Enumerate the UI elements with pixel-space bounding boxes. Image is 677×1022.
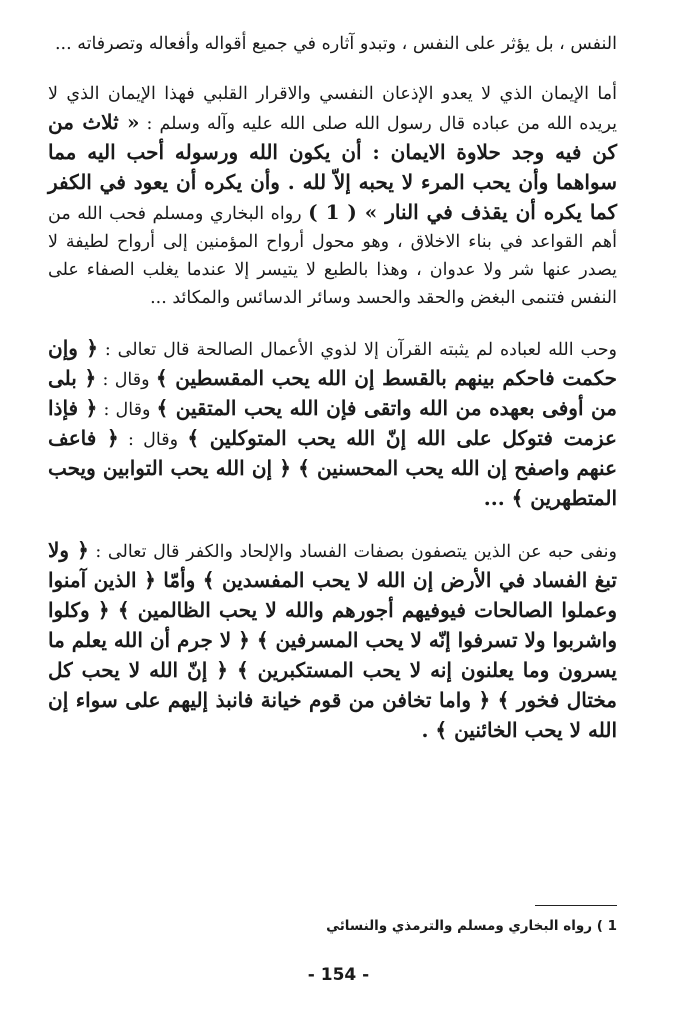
footnote: 1 ) رواه البخاري ومسلم والترمذي والنسائي — [326, 918, 617, 934]
text-segment: وقال : — [118, 430, 188, 450]
quran-verse: ﴿ فإذا عزمت فتوكل على الله إنّ الله يحب المتوكلين ﴾ — [48, 396, 617, 450]
text-segment: أما الإيمان الذي لا يعدو الإذعان النفسي والاقرار القلبي فهذا الإيمان الذي لا يريده الله من عباده قال رسول الله صلى الله عليه وآله وسلم : — [48, 84, 617, 134]
text-segment: ونفى حبه عن الذين يتصفون بصفات الفساد والإلحاد والكفر قال تعالى : — [88, 542, 617, 562]
quran-verse: ﴿ بلى من أوفى بعهده من الله واتقى فإن الله يحب المتقين ﴾ — [48, 366, 617, 420]
text-segment: رواه البخاري ومسلم فحب الله من أهم القواعد في بناء الاخلاق ، وهو محول أرواح المؤمنين إلى أرواح لطيفة لا يصدر عنها شر ولا عدوان ، وهذا بالطبع لا يتيسر إلا عندما يغلب الصفاء على النفس فتنمى البغض والحقد والحسد وسائر الدسائس والمكائد ... — [48, 204, 617, 308]
paragraph-love-of-god — [48, 334, 617, 514]
page-number: - 154 - — [307, 965, 370, 985]
quran-verse: ﴿ وإن حكمت فاحكم بينهم بالقسط إن الله يحب المقسطين ﴾ — [48, 336, 617, 390]
main-text — [48, 30, 617, 760]
text-segment: وقال : — [96, 370, 156, 390]
paragraph-negation — [48, 536, 617, 746]
quran-verse: ﴿ ولا تبغ الفساد في الأرض إن الله لا يحب المفسدين ﴾ وأمّا ﴿ الذين آمنوا وعملوا الصالحات فيوفيهم أجورهم والله لا يحب الظالمين ﴾ ﴿ وكلوا واشربوا ولا تسرفوا إنّه لا يحب المسرفين ﴾ ﴿ لا جرم أن الله يعلم ما يسرون وما يعلنون إنه لا يحب المستكبرين ﴾ ﴿ إنّ الله لا يحب كل مختال فخور ﴾ ﴿ واما تخافن من قوم خيانة فانبذ إليهم على سواء إن الله لا يحب الخائنين ﴾ . — [48, 538, 618, 742]
text-segment: النفس ، بل يؤثر على النفس ، وتبدو آثاره في جميع أقواله وأفعاله وتصرفاته ... — [54, 34, 617, 54]
hadith-quote: « ثلاث من كن فيه وجد حلاوة الايمان : أن يكون الله ورسوله أحب اليه مما سواهما وأن يحب المرء لا يحبه إلاّ لله . وأن يكره أن يعود في الكفر كما يكره أن يقذف في النار » ( 1 ) — [48, 110, 618, 224]
text-segment: وقال : — [97, 400, 157, 420]
paragraph-intro — [48, 30, 617, 58]
text-segment: وحب الله لعباده لم يثبته القرآن إلا لذوي الأعمال الصالحة قال تعالى : — [97, 340, 617, 360]
quran-verse: ﴿ فاعف عنهم واصفح إن الله يحب المحسنين ﴾ ﴿ إن الله يحب التوابين ويحب المتطهرين ﴾ ... — [48, 426, 617, 510]
paragraph-faith — [48, 80, 617, 312]
footnote-divider — [535, 905, 617, 906]
